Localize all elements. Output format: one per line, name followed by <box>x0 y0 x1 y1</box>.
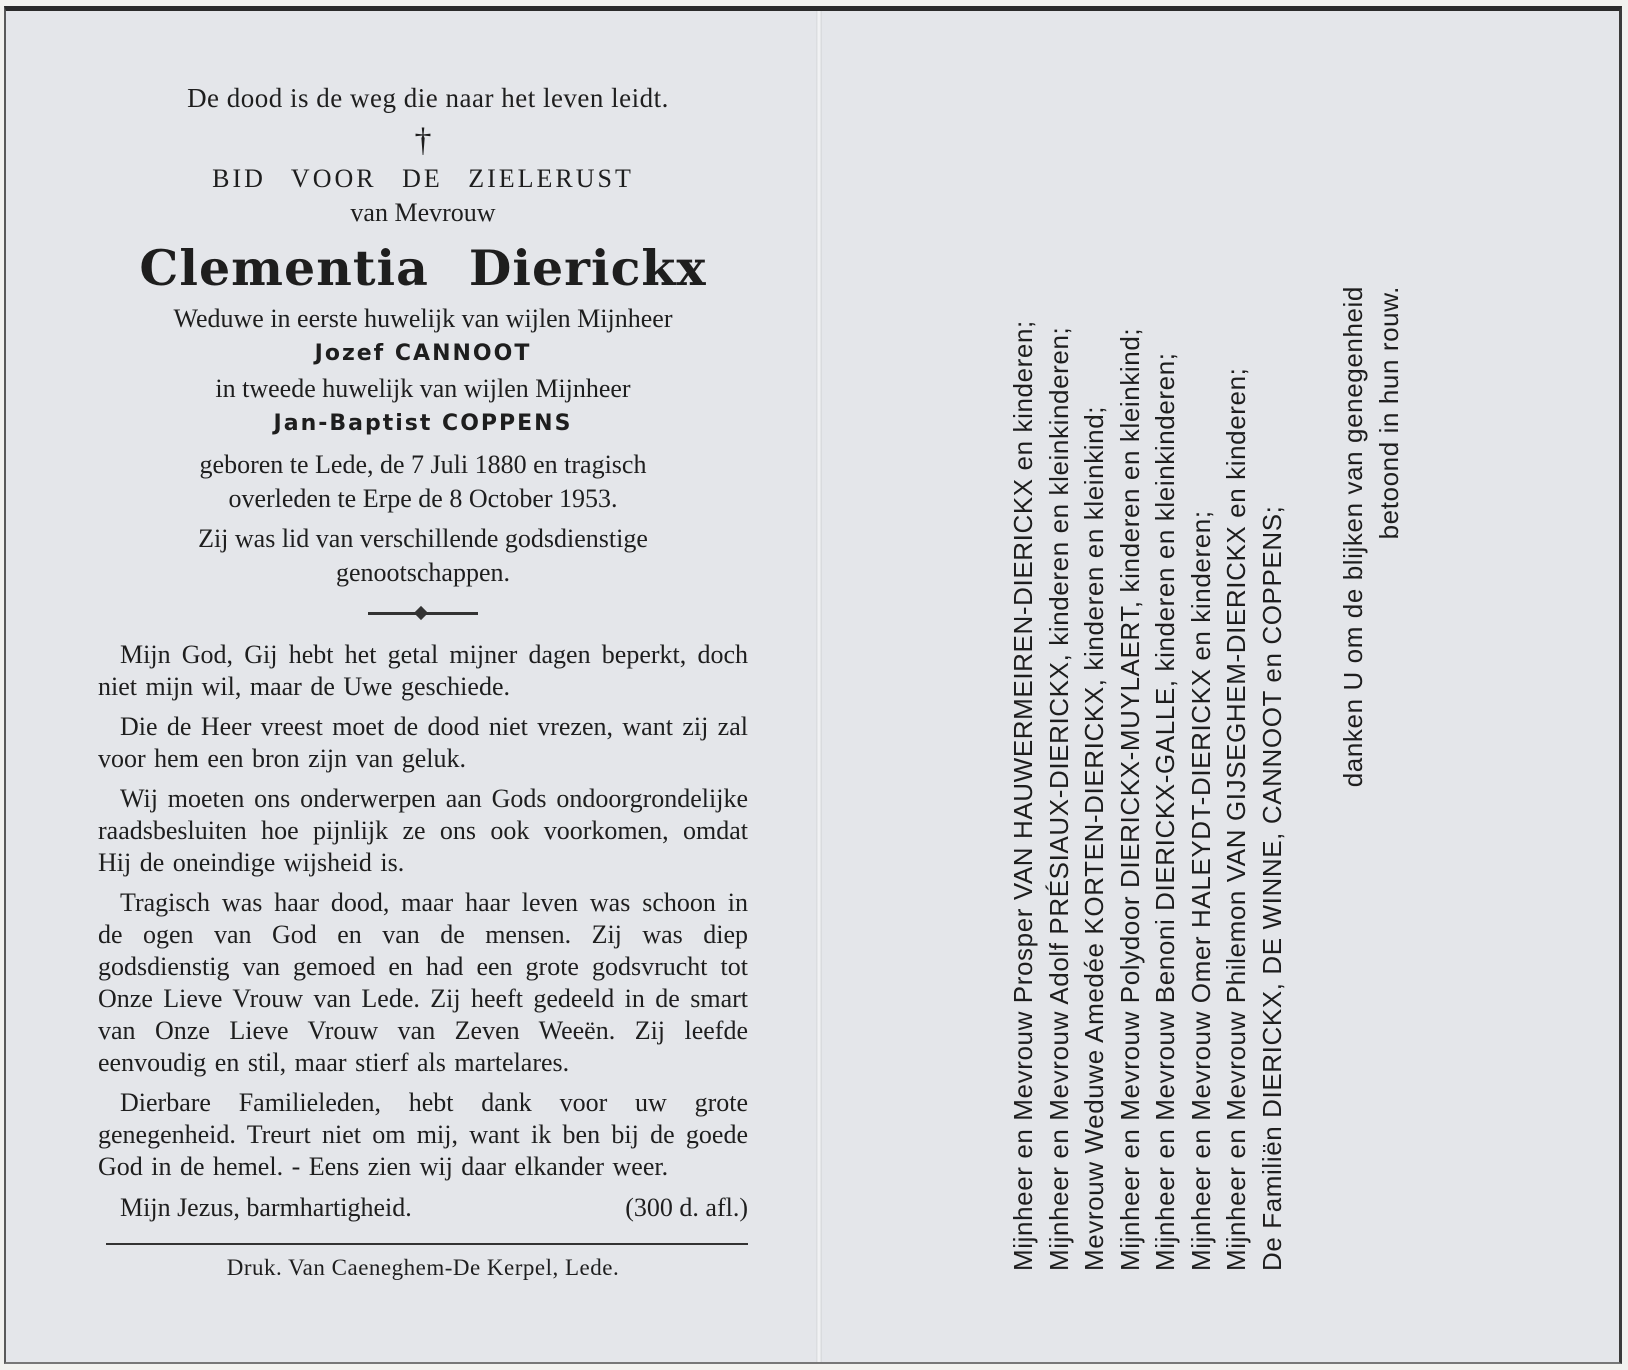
marriage-line-2: in tweede huwelijk van wijlen Mijnheer <box>215 374 631 403</box>
family-line: Mijnheer en Mevrouw Philemon VAN GIJSEGHEM-DIERICKX en kinderen; <box>1221 367 1251 1271</box>
family-line: Mijnheer en Mevrouw Polydoor DIERICKX-MUYLAERT, kinderen en kleinkind; <box>1114 327 1145 1271</box>
ornament-divider <box>368 612 478 615</box>
motto: De dood is de weg die naar het leven leidt. <box>187 83 669 113</box>
left-panel <box>98 83 748 1281</box>
family-text-rotated <box>1006 191 1404 1271</box>
paragraph-1: Mijn God, Gij hebt het getal mijner dagen beperkt, doch niet mijn wil, maar de Uwe geschiede. <box>98 640 748 701</box>
thanks-line-2: betoond in hun rouw. <box>1373 286 1404 540</box>
membership-line-2: genootschappen. <box>335 558 510 587</box>
second-husband: Jan-Baptist COPPENS <box>273 411 573 436</box>
printer-credit: Druk. Van Caeneghem-De Kerpel, Lede. <box>226 1255 620 1280</box>
birth-line-1: geboren te Lede, de 7 Juli 1880 en tragisch <box>199 450 647 479</box>
title-line: van Mevrouw <box>350 198 496 227</box>
footer-rule <box>106 1243 748 1245</box>
family-line: Mevrouw Weduwe Amedée KORTEN-DIERICKX, kinderen en kleinkind; <box>1079 405 1109 1271</box>
membership-line-1: Zij was lid van verschillende godsdienstige <box>198 524 648 553</box>
closing-prayer: Mijn Jezus, barmhartigheid. <box>120 1193 412 1222</box>
memorial-card <box>4 6 1622 1364</box>
thanks-block <box>1336 191 1407 1271</box>
prayer-heading: BID VOOR DE ZIELERUST <box>212 164 634 193</box>
card-fold <box>816 11 822 1362</box>
first-husband: Jozef CANNOOT <box>314 341 532 366</box>
indulgence: (300 d. afl.) <box>625 1193 748 1222</box>
paragraph-4: Tragisch was haar dood, maar haar leven was schoon in de ogen van God en van de mensen. Zij was diep godsdienstig van gemoed en had een grote godsvrucht tot Onze Lieve Vrouw van Lede. Zij heeft gedeeld in de smart van Onze Lieve Vrouw van Zeven Weeën. Zij leefde eenvoudig en stil, maar stierf als martelares. <box>98 888 748 1077</box>
deceased-name: Clementia Dierickx <box>139 239 707 297</box>
family-line: Mijnheer en Mevrouw Prosper VAN HAUWERMEIREN-DIERICKX en kinderen; <box>1008 320 1038 1271</box>
paragraph-5: Dierbare Familieleden, hebt dank voor uw grote genegenheid. Treurt niet om mij, want ik ben bij de goede God in de hemel. - Eens zien wij daar elkander weer. <box>98 1088 748 1181</box>
family-line: Mijnheer en Mevrouw Adolf PRÉSIAUX-DIERICKX, kinderen en kleinkinderen; <box>1043 326 1074 1271</box>
family-line: De Familiën DIERICKX, DE WINNE, CANNOOT en COPPENS; <box>1256 505 1287 1271</box>
family-line: Mijnheer en Mevrouw Benoni DIERICKX-GALLE, kinderen en kleinkinderen; <box>1150 352 1180 1271</box>
cross-icon: † <box>414 122 432 159</box>
paragraph-3: Wij moeten ons onderwerpen aan Gods ondoorgrondelijke raadsbesluiten hoe pijnlijk ze ons ook voorkomen, omdat Hij de oneindige wijsheid is. <box>98 784 748 877</box>
family-line: Mijnheer en Mevrouw Omer HALEYDT-DIERICKX en kinderen; <box>1185 510 1216 1271</box>
birth-line-2: overleden te Erpe de 8 October 1953. <box>228 484 618 513</box>
thanks-line-1: danken U om de blijken van genegenheid <box>1338 286 1368 788</box>
paragraph-2: Die de Heer vreest moet de dood niet vrezen, want zij zal voor hem een bron zijn van geluk. <box>98 712 748 773</box>
marriage-line-1: Weduwe in eerste huwelijk van wijlen Mijnheer <box>173 304 673 333</box>
prayer-row <box>98 1191 748 1225</box>
right-panel <box>1006 191 1404 1271</box>
